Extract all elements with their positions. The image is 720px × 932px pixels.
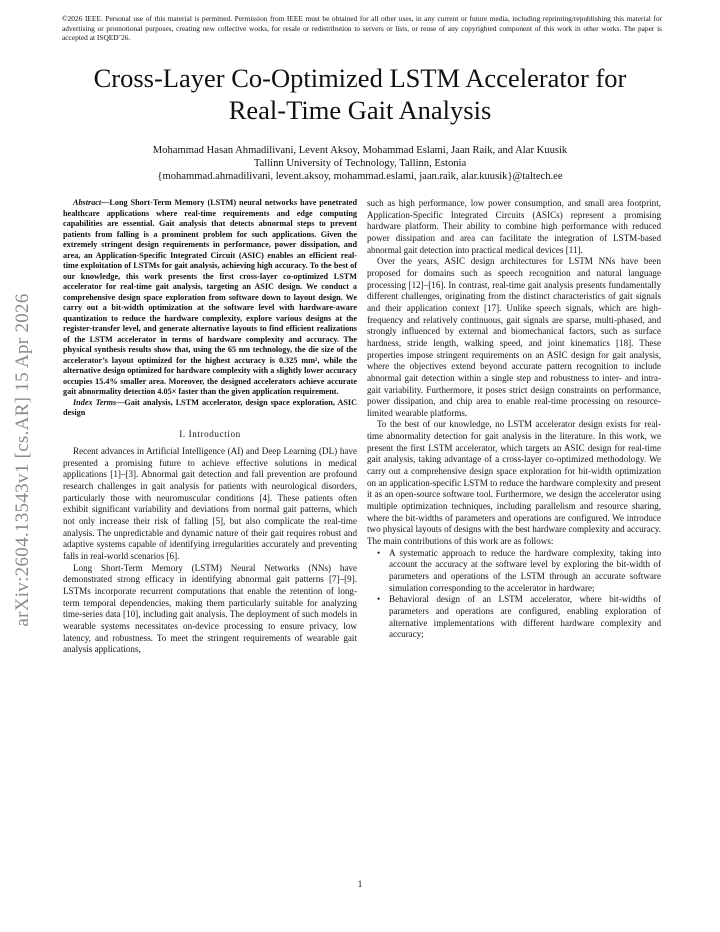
- arxiv-id: arXiv:2604.13543v1 [cs.AR] 15 Apr 2026: [12, 293, 33, 627]
- paragraph: Recent advances in Artificial Intelligence (AI) and Deep Learning (DL) have presented a promising future to achieve effective solutions in medical applications [1]–[3]. Abnormal gait detection and fall prevention are profound research challenges in gait analysis for patients with neurological disorders, particularly those with neuromuscular conditions [4]. These patients often exhibit significant variability and deviations from normal gait patterns, which not only increase their risk of falling [5], but also complicate the real-time analysis. The unpredictable and dynamic nature of their gait requires robust and adaptive systems capable of identifying irregularities accurately and preventing falls in real-world scenarios [6].: [63, 446, 357, 562]
- abstract: [63, 198, 357, 398]
- list-item: • A systematic approach to reduce the hardware complexity, taking into account the accuracy at the software level by exploring the bit-width of parameters and operations of the LSTM through an accurate software simulation corresponding to the accelerator in hardware;: [389, 548, 661, 595]
- title-line-2: Real-Time Gait Analysis: [228, 95, 492, 125]
- abstract-label: Abstract: [73, 198, 102, 207]
- paragraph: To the best of our knowledge, no LSTM accelerator design exists for real-time abnormality detection for gait analysis in the literature. In this work, we present the first LSTM accelerator, which targets an ASIC design for real-time gait analysis, taking advantage of a cross-layer co-optimized methodology. We carry out a comprehensive design space exploration for bit-width optimization on an application-specific LSTM to reduce the hardware complexity and present it as an open-source software tool. Furthermore, we design the accelerator using multiple optimization techniques, including parallelism and resource sharing, where the bit-widths of parameters and operations are configured. We introduce two physical layouts of designs with the best hardware complexity and accuracy. The main contributions of this work are as follows:: [367, 419, 661, 547]
- author-block: [40, 144, 680, 184]
- section-heading: I. Introduction: [179, 428, 241, 439]
- page-number: 1: [357, 880, 363, 890]
- arxiv-stamp: [8, 260, 38, 660]
- right-column: [367, 198, 661, 641]
- title-line-1: Cross-Layer Co-Optimized LSTM Accelerator for: [93, 63, 627, 93]
- index-terms: [63, 398, 357, 419]
- affiliation: Tallinn University of Technology, Tallinn, Estonia: [253, 158, 467, 170]
- author-emails: {mohammad.ahmadilivani, levent.aksoy, mohammad.eslami, jaan.raik, alar.kuusik}@taltech.ee: [157, 171, 563, 183]
- index-terms-label: Index Terms: [73, 397, 117, 407]
- paragraph: such as high performance, low power consumption, and small area footprint, Application-Specific Integrated Circuits (ASICs) represent a promising hardware platform. Their ability to combine high performance with reduced power dissipation and area can facilitate the integration of LSTM-based abnormal gait detection into practical medical devices [11].: [367, 198, 661, 255]
- left-column: [63, 198, 357, 656]
- author-names: Mohammad Hasan Ahmadilivani, Levent Aksoy, Mohammad Eslami, Jaan Raik, and Alar Kuusik: [152, 145, 568, 156]
- paper-title: [40, 62, 680, 126]
- copyright-notice: ©2026 IEEE. Personal use of this material is permitted. Permission from IEEE must be obtained for all other uses, in any current or future media, including reprinting/republishing this material for advertising or promotional purposes, creating new collective works, for resale or redistribution to servers or lists, or reuse of any copyrighted component of this work in other works. The paper is accepted at ISQED’26.: [62, 14, 662, 43]
- paragraph: Long Short-Term Memory (LSTM) Neural Networks (NNs) have demonstrated strong efficacy in identifying abnormal gait patterns [7]–[9]. LSTMs incorporate recurrent computations that enable the retention of long-term temporal dependencies, making them particularly suitable for analyzing time-series data [10], including gait analysis. The deployment of such models in wearable systems necessitates on-device processing to ensure privacy, low latency, and robustness. To meet the stringent requirements of wearable gait analysis applications,: [63, 562, 357, 655]
- index-terms-text: —Gait analysis, LSTM accelerator, design space exploration, ASIC design: [63, 397, 358, 417]
- list-item: • Behavioral design of an LSTM accelerator, where bit-widths of parameters and operations are configured, enabling exploration of alternative implementations with different hardware complexity and accuracy;: [389, 594, 661, 641]
- abstract-text: —Long Short-Term Memory (LSTM) neural networks have penetrated healthcare applications where real-time requirements and edge computing capabilities are essential. Gait analysis that detects abnormal steps to prevent patients from falling is a prominent problem for such applications. Given the extremely stringent design requirements in performance, power dissipation, and area, an Application-Specific Integrated Circuit (ASIC) enables an efficient real-time exploitation of LSTMs for gait analysis, achieving high accuracy. To the best of our knowledge, this work presents the first cross-layer co-optimized LSTM accelerator for real-time gait analysis, targeting an ASIC design. We conduct a comprehensive design space exploration from software down to layout design. We carry out a bit-width optimization at the software level with hardware-aware quantization to reduce the hardware complexity, explore various designs at the register-transfer level, and generate alternative layouts to find efficient realizations of the LSTM accelerator in terms of hardware complexity and accuracy. The physical synthesis results show that, using the 65 nm technology, the die size of the accelerator’s layout optimized for the highest accuracy is 0.325 mm², while the alternative design optimized for hardware complexity with a slightly lower accuracy occupies 15.4% smaller area. Moreover, the designed accelerators achieve accurate gait abnormality detection 4.05× faster than the given application requirement.: [63, 198, 357, 396]
- contribution-list: [367, 548, 661, 641]
- paragraph: Over the years, ASIC design architectures for LSTM NNs have been proposed for domains such as speech recognition and natural language processing [12]–[16]. In contrast, real-time gait analysis presents fundamentally different challenges, originating from the distinct characteristics of gait signals and their application context [17]. Unlike speech signals, which are high-frequency and relatively continuous, gait signals are sparse, multi-phased, and strongly influenced by external and biomechanical factors, such as surface hardness, stride length, walking speed, and joint kinematics [18]. These properties impose stringent requirements on an ASIC design for gait analysis, where the objectives extend beyond accurate pattern recognition to include abnormal gait detection within a single step and robustness to inter- and intra-gait variability. Furthermore, it poses strict design constraints on performance, power dissipation, and chip area to enable real-time processing on resource-limited wearable platforms.: [367, 256, 661, 418]
